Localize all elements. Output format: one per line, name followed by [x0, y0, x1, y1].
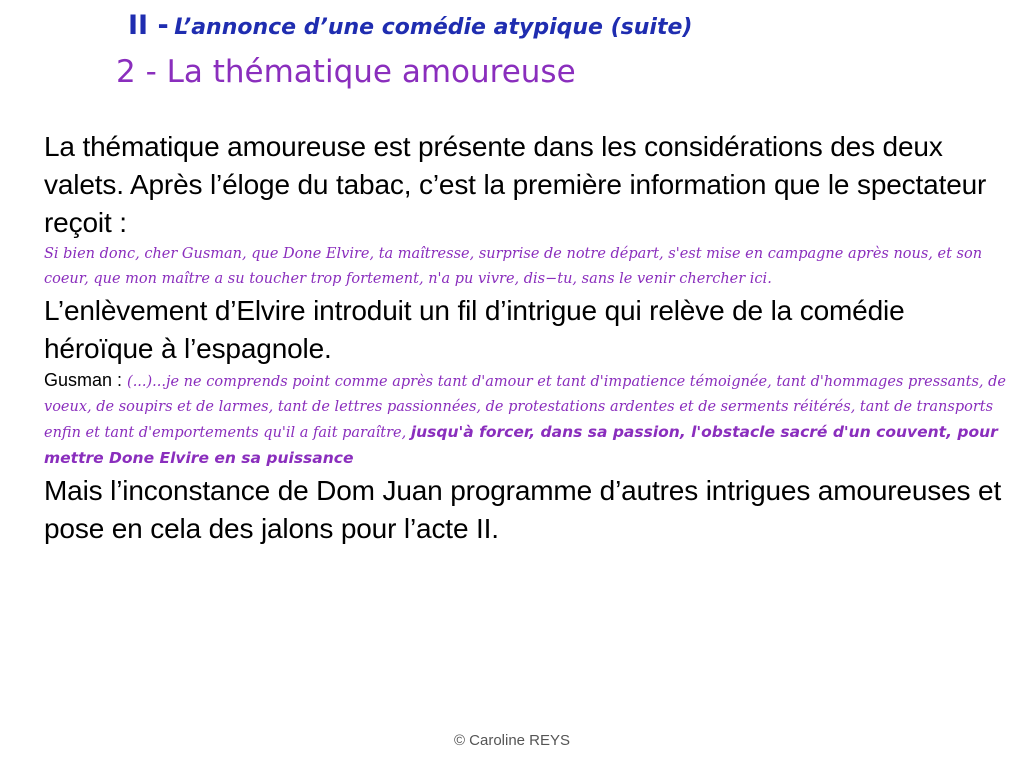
quote-gusman-emphasis: jusqu'à forcer, dans sa passion, l'obstacle sacré d'un couvent, pour mettre Done Elvire en sa puissance	[44, 423, 998, 467]
paragraph-intro: La thématique amoureuse est présente dans les considérations des deux valets. Après l’éloge du tabac, c’est la première information que le spectateur reçoit :	[44, 131, 987, 238]
quote-gusman-text: (...)...je ne comprends point comme après tant d'amour et tant d'impatience témoignée, tant d'hommages pressants, de voeux, de soupirs et de larmes, tant de lettres passionnées, de protestations ardentes et de serments réitérés, tant de transports enfin et tant d'emportements qu'il a fait paraître,	[44, 374, 1006, 441]
paragraph-elvire: L’enlèvement d’Elvire introduit un fil d’intrigue qui relève de la comédie héroïque à l’espagnole.	[44, 295, 905, 364]
slide-subheading: 2 - La thématique amoureuse	[116, 54, 576, 90]
paragraph-inconstance: Mais l’inconstance de Dom Juan programme d’autres intrigues amoureuses et pose en cela des jalons pour l’acte II.	[44, 475, 1002, 544]
quote-sganarelle: Si bien donc, cher Gusman, que Done Elvire, ta maîtresse, surprise de notre départ, s'est mise en campagne après nous, et son coeur, que mon maître a su toucher trop fortement, n'a pu vivre, dis−tu, sans le venir chercher ici.	[44, 246, 983, 287]
heading-text: L’annonce d’une comédie atypique (suite)	[174, 15, 693, 40]
quote-gusman	[44, 368, 1019, 472]
footer-copyright: © Caroline REYS	[453, 732, 571, 749]
heading-number: II -	[128, 10, 169, 41]
slide-heading	[128, 10, 692, 41]
quote-speaker: Gusman :	[44, 370, 128, 390]
slide-body	[44, 128, 1019, 548]
